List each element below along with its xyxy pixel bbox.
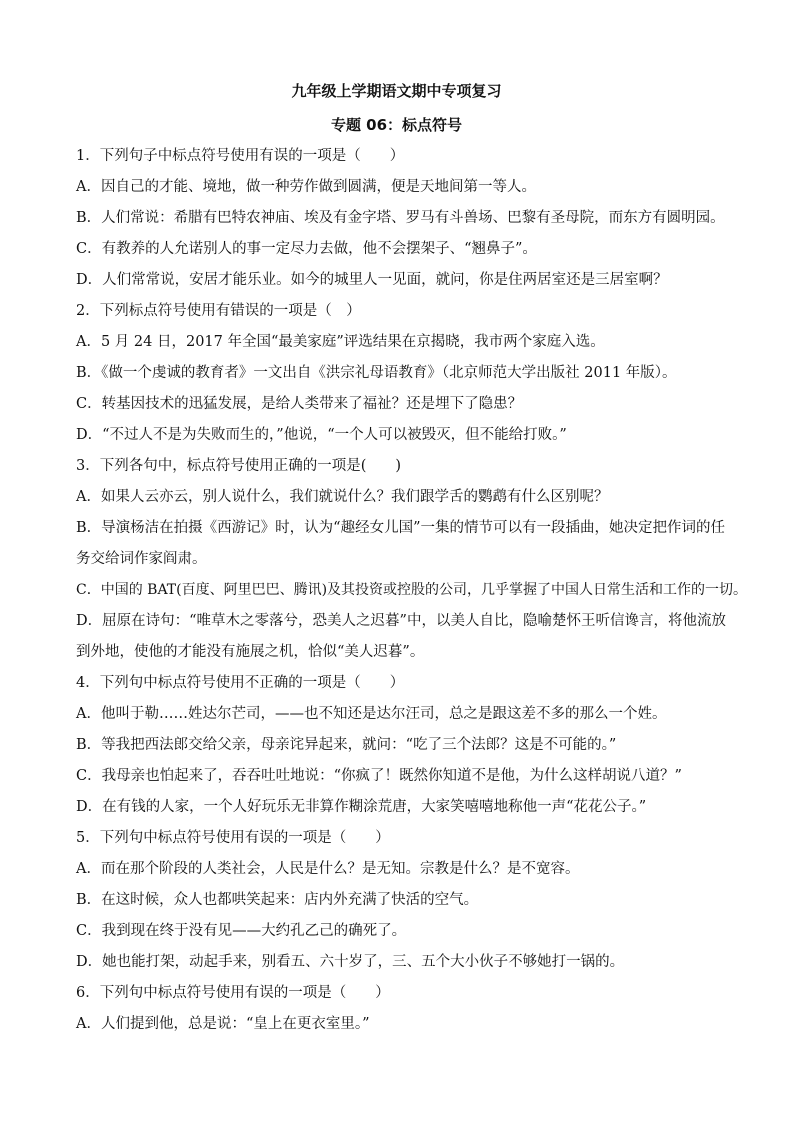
question-5-option-b: B．在这时候，众人也都哄笑起来：店内外充满了快活的空气。 — [76, 892, 479, 908]
question-1-option-c: C．有教养的人允诺别人的事一定尽力去做，他不会摆架子、“翘鼻子”。 — [76, 241, 537, 257]
question-4-option-c: C．我母亲也怕起来了，吞吞吐吐地说：“你疯了！既然你知道不是他，为什么这样胡说八道？” — [76, 768, 682, 784]
question-1-stem: 1．下列句子中标点符号使用有误的一项是（ ） — [76, 148, 405, 164]
question-4-stem: 4．下列句中标点符号使用不正确的一项是（ ） — [76, 675, 405, 691]
question-1-option-a: A．因自己的才能、境地，做一种劳作做到圆满，便是天地间第一等人。 — [76, 179, 536, 195]
question-4-option-a: A．他叫于勒……姓达尔芒司，——也不知还是达尔汪司，总之是跟这差不多的那么一个姓。 — [76, 706, 667, 722]
question-2-stem: 2．下列标点符号使用有错误的一项是（ ） — [76, 303, 361, 319]
question-1-option-d: D．人们常常说，安居才能乐业。如今的城里人一见面，就问，你是住两居室还是三居室啊？ — [76, 272, 668, 288]
question-5-option-a: A．而在那个阶段的人类社会，人民是什么？是无知。宗教是什么？是不宽容。 — [76, 861, 580, 877]
question-3-option-d-continued: 到外地，使他的才能没有施展之机，恰似“美人迟暮”。 — [76, 644, 425, 660]
question-3-option-c: C．中国的 BAT(百度、阿里巴巴、腾讯)及其投资或控股的公司，几乎掌握了中国人日常生活和工作的一切。 — [76, 582, 748, 598]
page-subtitle: 专题 06：标点符号 — [330, 116, 463, 134]
question-2-option-d: D．“不过人不是为失败而生的，”他说，“一个人可以被毁灭，但不能给打败。” — [76, 427, 567, 443]
question-2-option-c: C．转基因技术的迅猛发展，是给人类带来了福祉？还是埋下了隐患？ — [76, 396, 523, 412]
question-3-option-b: B．导演杨洁在拍摄《西游记》时，认为“趣经女儿国”一集的情节可以有一段插曲，她决定把作词的任 — [76, 520, 725, 536]
question-1-option-b: B．人们常说：希腊有巴特农神庙、埃及有金字塔、罗马有斗兽场、巴黎有圣母院，而东方有圆明园。 — [76, 210, 725, 226]
question-3-option-b-continued: 务交给词作家阎肃。 — [76, 551, 207, 567]
page-title: 九年级上学期语文期中专项复习 — [291, 82, 502, 100]
question-3-option-d: D．屈原在诗句：“唯草木之零落兮，恐美人之迟暮”中，以美人自比，隐喻楚怀王听信谗言，将他流放 — [76, 613, 726, 629]
question-5-option-c: C．我到现在终于没有见——大约孔乙己的确死了。 — [76, 923, 407, 939]
question-4-option-d: D．在有钱的人家，一个人好玩乐无非算作糊涂荒唐，大家笑嘻嘻地称他一声“花花公子。” — [76, 799, 647, 815]
question-3-stem: 3．下列各句中，标点符号使用正确的一项是( ) — [76, 458, 402, 474]
question-2-option-a: A．5 月 24 日，2017 年全国“最美家庭”评选结果在京揭晓，我市两个家庭入选。 — [76, 334, 605, 350]
question-6-stem: 6．下列句中标点符号使用有误的一项是（ ） — [76, 985, 390, 1001]
question-5-option-d: D．她也能打架，动起手来，别看五、六十岁了，三、五个大小伙子不够她打一锅的。 — [76, 954, 625, 970]
question-5-stem: 5．下列句中标点符号使用有误的一项是（ ） — [76, 830, 390, 846]
question-4-option-b: B．等我把西法郎交给父亲，母亲诧异起来，就问：“吃了三个法郎？这是不可能的。” — [76, 737, 617, 753]
question-3-option-a: A．如果人云亦云，别人说什么，我们就说什么？我们跟学舌的鹦鹉有什么区别呢？ — [76, 489, 609, 505]
question-6-option-a: A．人们提到他，总是说：“皇上在更衣室里。” — [76, 1016, 370, 1032]
question-2-option-b: B．《做一个虔诚的教育者》一文出自《洪宗礼母语教育》（北京师范大学出版社 2011 年版）。 — [76, 365, 677, 381]
